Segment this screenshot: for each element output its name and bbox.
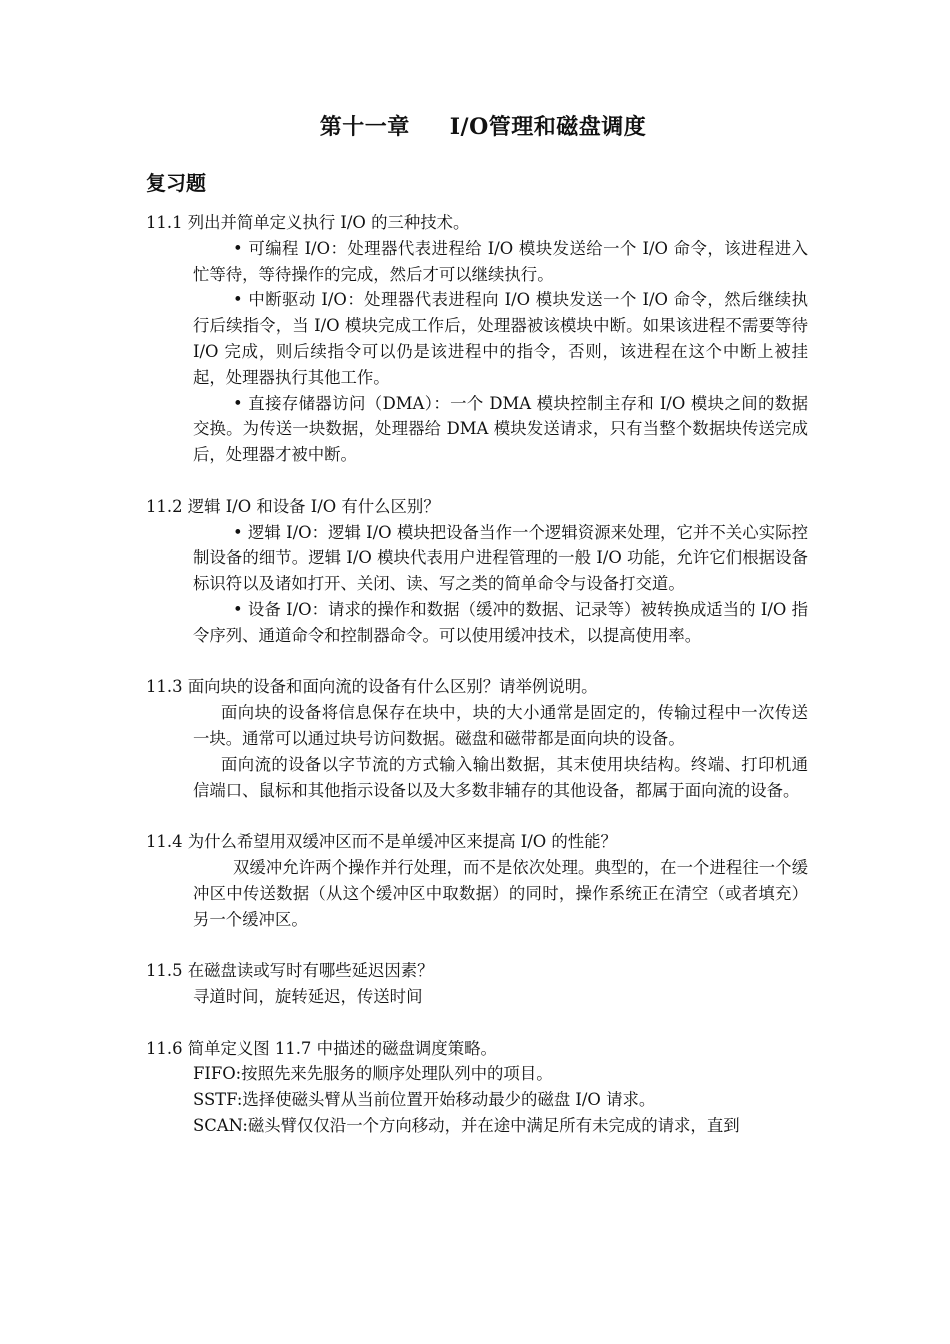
answer-paragraph: 面向流的设备以字节流的方式输入输出数据，其末使用块结构。终端、打印机通信端口、鼠标和其他指示设备以及大多数非辅存的其他设备，都属于面向流的设备。 xyxy=(193,754,808,800)
question-text: 11.5 在磁盘读或写时有哪些延迟因素？ xyxy=(146,961,434,981)
chapter-number: 第十一章 xyxy=(319,114,410,140)
answer-paragraph: SCAN:磁头臂仅仅沿一个方向移动，并在途中满足所有未完成的请求，直到 xyxy=(193,1115,740,1135)
section-heading: 复习题 xyxy=(146,171,206,195)
question-block-2 xyxy=(146,494,808,649)
answer-paragraph: 面向块的设备将信息保存在块中，块的大小通常是固定的，传输过程中一次传送一块。通常可以通过块号访问数据。磁盘和磁带都是面向块的设备。 xyxy=(193,703,808,748)
question-text: 11.3 面向块的设备和面向流的设备有什么区别？请举例说明。 xyxy=(146,677,598,697)
answer-paragraph: • 可编程 I/O：处理器代表进程给 I/O 模块发送给一个 I/O 命令，该进程进入忙等待，等待操作的完成，然后才可以继续执行。 xyxy=(193,238,808,284)
question-block-1 xyxy=(146,210,808,468)
answer-paragraph: 寻道时间，旋转延迟，传送时间 xyxy=(193,986,423,1006)
answer-paragraph: SSTF:选择使磁头臂从当前位置开始移动最少的磁盘 I/O 请求。 xyxy=(193,1090,656,1110)
question-text: 11.6 简单定义图 11.7 中描述的磁盘调度策略。 xyxy=(146,1038,497,1058)
answer-paragraph: FIFO:按照先来先服务的顺序处理队列中的项目。 xyxy=(193,1064,553,1084)
answer-paragraph: • 设备 I/O：请求的操作和数据（缓冲的数据、记录等）被转换成适当的 I/O 指令序列、通道命令和控制器命令。可以使用缓冲技术，以提高使用率。 xyxy=(193,599,808,645)
question-text: 11.1 列出并简单定义执行 I/O 的三种技术。 xyxy=(146,213,470,232)
chapter-topic: I/O管理和磁盘调度 xyxy=(449,114,647,140)
question-text: 11.2 逻辑 I/O 和设备 I/O 有什么区别？ xyxy=(146,496,440,516)
answer-paragraph: • 中断驱动 I/O：处理器代表进程向 I/O 模块发送一个 I/O 命令，然后继续执行后续指令，当 I/O 模块完成工作后，处理器被该模块中断。如果该进程不需要等待 I/O 完成，则后续指令可以仍是该进程中的指令，否则，该进程在这个中断上被挂起，处理器执行其他工作。 xyxy=(193,290,808,387)
question-block-4 xyxy=(146,829,808,932)
answer-paragraph: • 直接存储器访问（DMA）：一个 DMA 模块控制主存和 I/O 模块之间的数据交换。为传送一块数据，处理器给 DMA 模块发送请求，只有当整个数据块传送完成后，处理器才被中断。 xyxy=(193,393,808,465)
answer-paragraph: 双缓冲允许两个操作并行处理，而不是依次处理。典型的，在一个进程往一个缓冲区中传送数据（从这个缓冲区中取数据）的同时，操作系统正在清空（或者填充）另一个缓冲区。 xyxy=(193,857,808,929)
question-block-6 xyxy=(146,1036,808,1139)
chapter-title xyxy=(146,112,808,142)
question-block-3 xyxy=(146,674,808,803)
answer-paragraph: • 逻辑 I/O：逻辑 I/O 模块把设备当作一个逻辑资源来处理，它并不关心实际控制设备的细节。逻辑 I/O 模块代表用户进程管理的一般 I/O 功能，允许它们根据设备标识符以及诸如打开、关闭、读、写之类的简单命令与设备打交道。 xyxy=(193,522,808,594)
question-text: 11.4 为什么希望用双缓冲区而不是单缓冲区来提高 I/O 的性能？ xyxy=(146,832,617,852)
question-block-5 xyxy=(146,958,808,1010)
